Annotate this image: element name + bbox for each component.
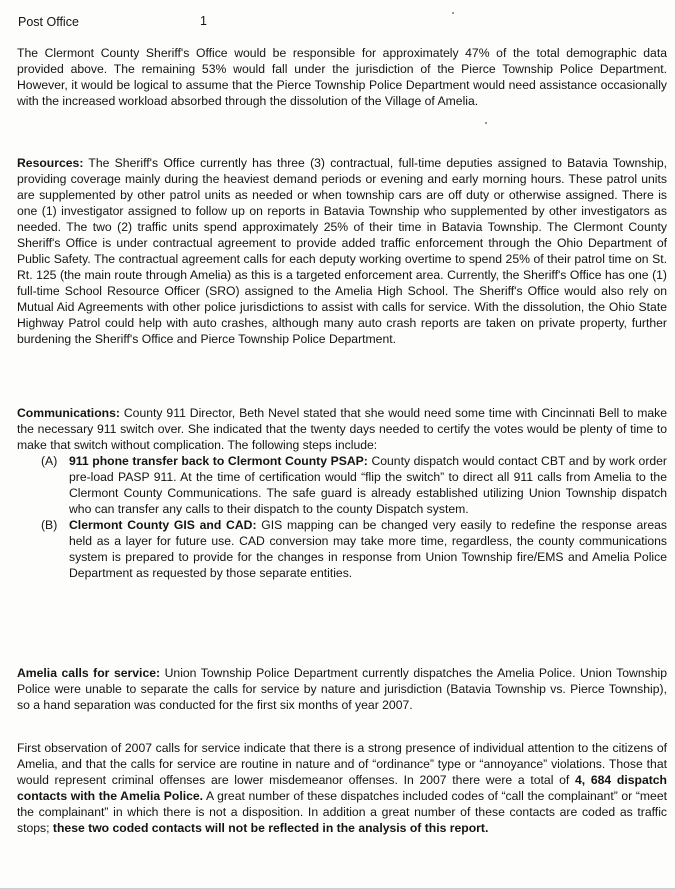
observation-conclusion: these two coded contacts will not be reflected in the analysis of this report.	[52, 821, 489, 835]
section-communications	[17, 405, 667, 581]
list-item	[17, 453, 667, 517]
resources-heading: Resources:	[17, 156, 84, 170]
communications-steps-list	[17, 453, 667, 581]
communications-intro	[17, 405, 667, 453]
paragraph-first-observation	[17, 740, 667, 836]
step-a-body: County dispatch would contact CBT and by work order pre-load PASP 911. At the time of certification would “flip the switch” to direct all 911 calls from Amelia to the Clermont County Communications. The safe guard is already established utilizing Union Township dispatch who can transfer any calls to their dispatch to the county Dispatch system.	[69, 454, 667, 516]
list-marker: (B)	[41, 518, 58, 532]
step-b-title: Clermont County GIS and CAD:	[69, 518, 257, 532]
paragraph-intro: The Clermont County Sheriff's Office would be responsible for approximately 47% of the total demographic data provided above. The remaining 53% would fall under the jurisdiction of the Pierce Township Police Department. However, it would be logical to assume that the Pierce Township Police Department would need assistance occasionally with the increased workload absorbed through the dissolution of the Village of Amelia.	[17, 46, 667, 108]
paragraph-resources	[17, 155, 667, 347]
resources-body: The Sheriff's Office currently has three (3) contractual, full-time deputies assigned to Batavia Township, providing coverage mainly during the heaviest demand periods or evening and early morning hours. These patrol units are supplemented by other patrol units as needed or when township cars are off duty or otherwise assigned. There is one (1) investigator assigned to follow up on reports in Batavia Township who supplemented by other investigators as needed. The two (2) traffic units spend approximately 25% of their time in Batavia Township. The Clermont County Sheriff's Office is under contractual agreement to provide added traffic enforcement through the Ohio Department of Public Safety. The contractual agreement calls for each deputy working overtime to spend 25% of their patrol time on St. Rt. 125 (the main route through Amelia) as this is a targeted enforcement area. Currently, the Sheriff's Office has one (1) full-time School Resource Officer (SRO) assigned to the Amelia High School. The Sheriff's Office would also rely on Mutual Aid Agreements with other police jurisdictions to assist with calls for service. With the dissolution, the Ohio State Highway Patrol could help with auto crashes, although many auto crash reports are taken on private property, further burdening the Sheriff's Office and Pierce Township Police Department.	[17, 156, 667, 346]
step-a-title: 911 phone transfer back to Clermont County PSAP:	[69, 454, 368, 468]
scan-speck	[452, 12, 454, 14]
amelia-calls-body: Union Township Police Department currently dispatches the Amelia Police. Union Township Police were unable to separate the calls for service by nature and jurisdiction (Batavia Township vs. Pierce Township), so a hand separation was conducted for the first six months of year 2007.	[17, 666, 667, 712]
amelia-calls-heading: Amelia calls for service:	[17, 666, 161, 680]
communications-heading: Communications:	[17, 406, 120, 420]
observation-body-b: A great number of these dispatches included codes of “call the complainant” or “meet the complainant” in which there is not a disposition. In addition a great number of these contacts are coded as traffic stops;	[17, 789, 668, 835]
page-number: 1	[200, 14, 207, 28]
communications-body: County 911 Director, Beth Nevel stated that she would need some time with Cincinnati Bell to make the necessary 911 switch over. She indicated that the twenty days needed to certify the votes would be plenty of time to make that switch without complication. The following steps include:	[17, 406, 667, 452]
scan-speck	[485, 122, 487, 124]
paragraph-amelia-calls	[17, 665, 667, 713]
observation-body-a: First observation of 2007 calls for service indicate that there is a strong presence of individual attention to the citizens of Amelia, and that the calls for service are routine in nature and of “ordinance” type or “annoyance” violations. Those that would represent criminal offenses are lower misdemeanor offenses. In 2007 there were a total of	[17, 741, 667, 787]
list-item	[17, 517, 667, 581]
dispatch-contacts-count: 4, 684 dispatch contacts with the Amelia Police.	[17, 773, 668, 803]
document-header: Post Office	[18, 15, 79, 29]
list-marker: (A)	[41, 454, 58, 468]
step-b-body: GIS mapping can be changed very easily to redefine the response areas held as a layer for future use. CAD conversion may take more time, regardless, the county communications system is prepared to provide for the changes in response from Union Township fire/EMS and Amelia Police Department as requested by those separate entities.	[69, 518, 667, 580]
